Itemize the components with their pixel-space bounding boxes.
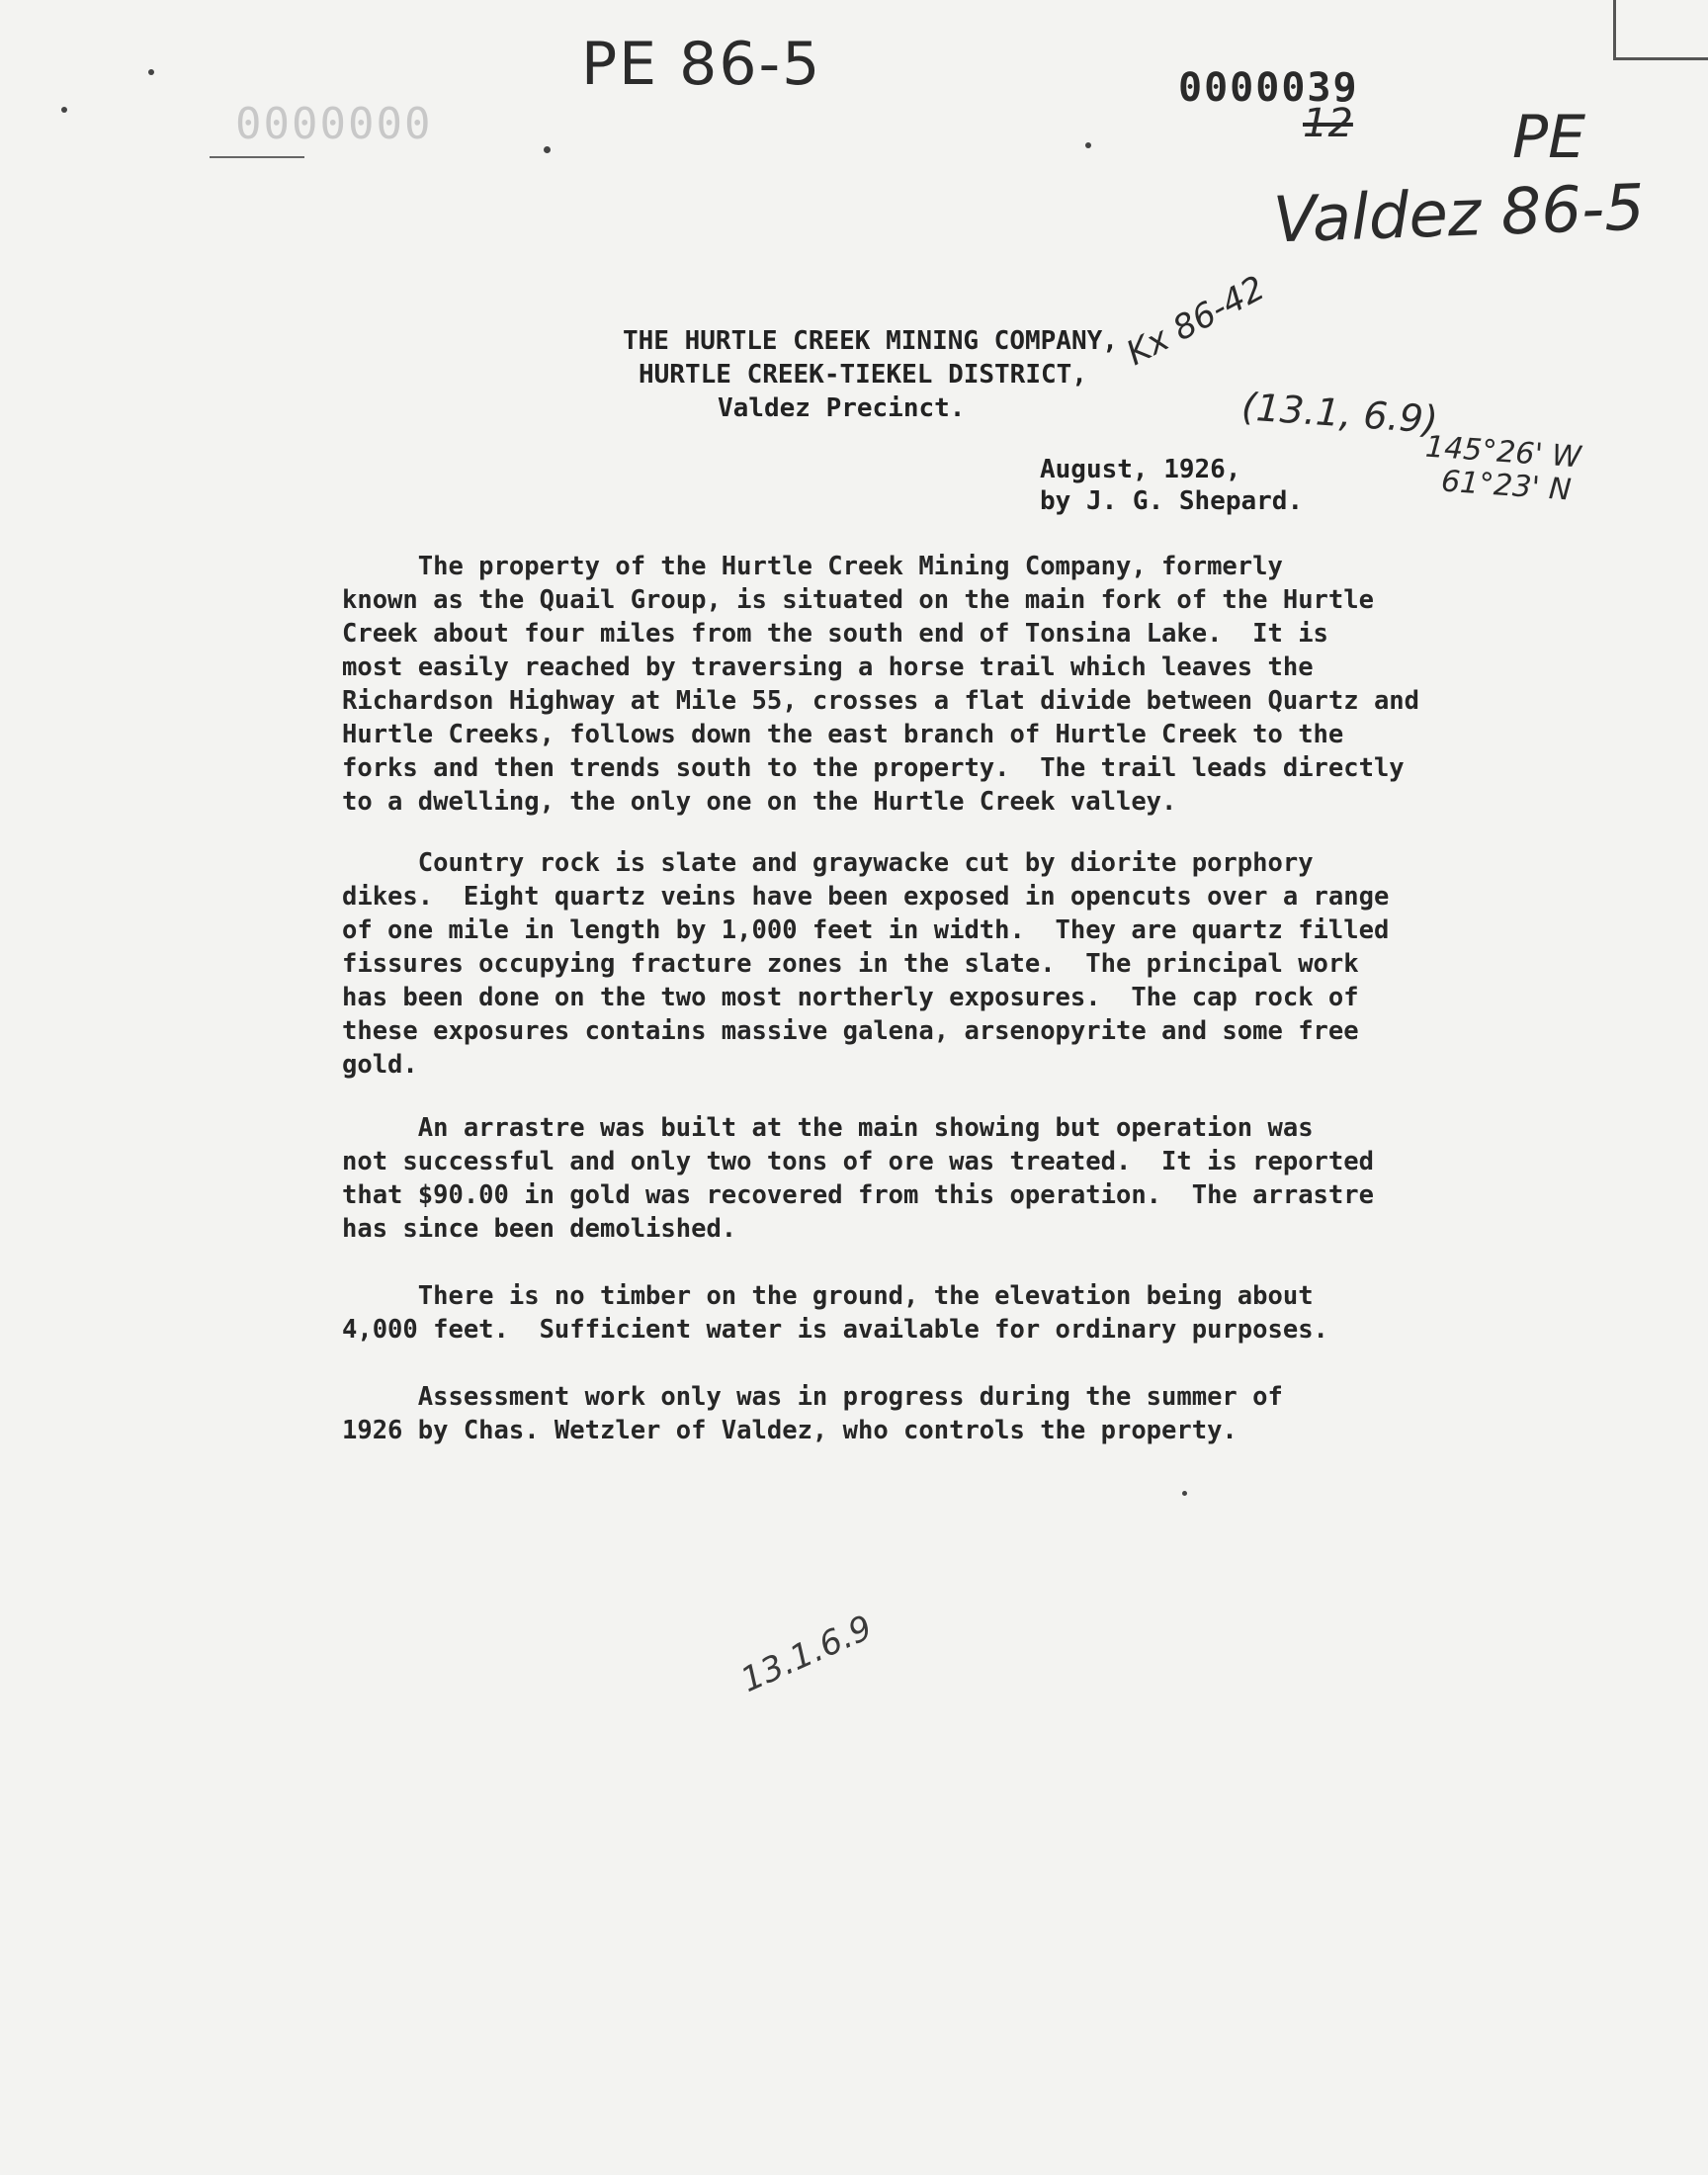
paragraph-location	[342, 550, 1528, 819]
scan-dash	[210, 156, 304, 158]
scan-speck	[148, 69, 154, 75]
longitude-annotation: 145°26' W	[1423, 429, 1582, 476]
pe-annotation: PE	[1512, 103, 1586, 172]
valdez-annotation: Valdez 86-5	[1271, 171, 1647, 258]
scan-speck	[61, 107, 67, 113]
document-title: THE HURTLE CREEK MINING COMPANY,	[623, 326, 1118, 356]
latitude-annotation: 61°23' N	[1439, 464, 1573, 508]
corner-mark-base	[1613, 57, 1708, 60]
text-line: Country rock is slate and graywacke cut by diorite porphory	[342, 848, 1314, 878]
document-date: August, 1926,	[1040, 455, 1241, 484]
text-line: There is no timber on the ground, the elevation being about	[342, 1281, 1314, 1311]
paragraph-arrastre	[342, 1111, 1528, 1246]
paragraph-timber	[342, 1279, 1528, 1347]
coordinates-code-annotation: (13.1, 6.9)	[1239, 385, 1440, 442]
text-line: that $90.00 in gold was recovered from this operation. The arrastre	[342, 1180, 1374, 1210]
text-line: 1926 by Chas. Wetzler of Valdez, who controls the property.	[342, 1416, 1238, 1445]
text-line: known as the Quail Group, is situated on the main fork of the Hurtle	[342, 585, 1374, 615]
scan-speck	[544, 146, 551, 153]
text-line: An arrastre was built at the main showing but operation was	[342, 1113, 1314, 1143]
paragraph-assessment	[342, 1380, 1528, 1447]
text-line: gold.	[342, 1050, 418, 1080]
document-author: by J. G. Shepard.	[1040, 486, 1304, 516]
scan-speck	[1085, 142, 1091, 148]
scan-speck	[1182, 1491, 1187, 1496]
text-line: Hurtle Creeks, follows down the east branch of Hurtle Creek to the	[342, 720, 1344, 749]
text-line: fissures occupying fracture zones in the slate. The principal work	[342, 949, 1359, 979]
text-line: to a dwelling, the only one on the Hurtle Creek valley.	[342, 787, 1177, 817]
text-line: dikes. Eight quartz veins have been exposed in opencuts over a range	[342, 882, 1390, 912]
text-line: The property of the Hurtle Creek Mining Company, formerly	[342, 552, 1283, 581]
kx-annotation: Kx 86-42	[1120, 268, 1272, 374]
text-line: Assessment work only was in progress during the summer of	[342, 1382, 1283, 1412]
text-line: forks and then trends south to the property. The trail leads directly	[342, 753, 1405, 783]
faint-number-stamp: 0000000	[235, 99, 433, 149]
text-line: most easily reached by traversing a horse trail which leaves the	[342, 652, 1314, 682]
document-precinct: Valdez Precinct.	[718, 393, 966, 423]
text-line: 4,000 feet. Sufficient water is available for ordinary purposes.	[342, 1315, 1328, 1345]
bottom-code-annotation: 13.1.6.9	[734, 1608, 879, 1700]
text-line: of one mile in length by 1,000 feet in width. They are quartz filled	[342, 915, 1390, 945]
document-district: HURTLE CREEK-TIEKEL DISTRICT,	[639, 360, 1087, 390]
corner-mark	[1613, 0, 1616, 59]
text-line: Richardson Highway at Mile 55, crosses a flat divide between Quartz and	[342, 686, 1420, 716]
text-line: these exposures contains massive galena, arsenopyrite and some free	[342, 1016, 1359, 1046]
page-number-strike-annotation: 12	[1303, 101, 1353, 146]
text-line: not successful and only two tons of ore was treated. It is reported	[342, 1147, 1374, 1176]
file-code-annotation: PE 86-5	[581, 30, 822, 99]
paragraph-geology	[342, 846, 1528, 1082]
text-line: Creek about four miles from the south end of Tonsina Lake. It is	[342, 619, 1328, 649]
page-number-stamp: 0000039	[1178, 65, 1359, 111]
text-line: has been done on the two most northerly exposures. The cap rock of	[342, 983, 1359, 1012]
text-line: has since been demolished.	[342, 1214, 737, 1244]
